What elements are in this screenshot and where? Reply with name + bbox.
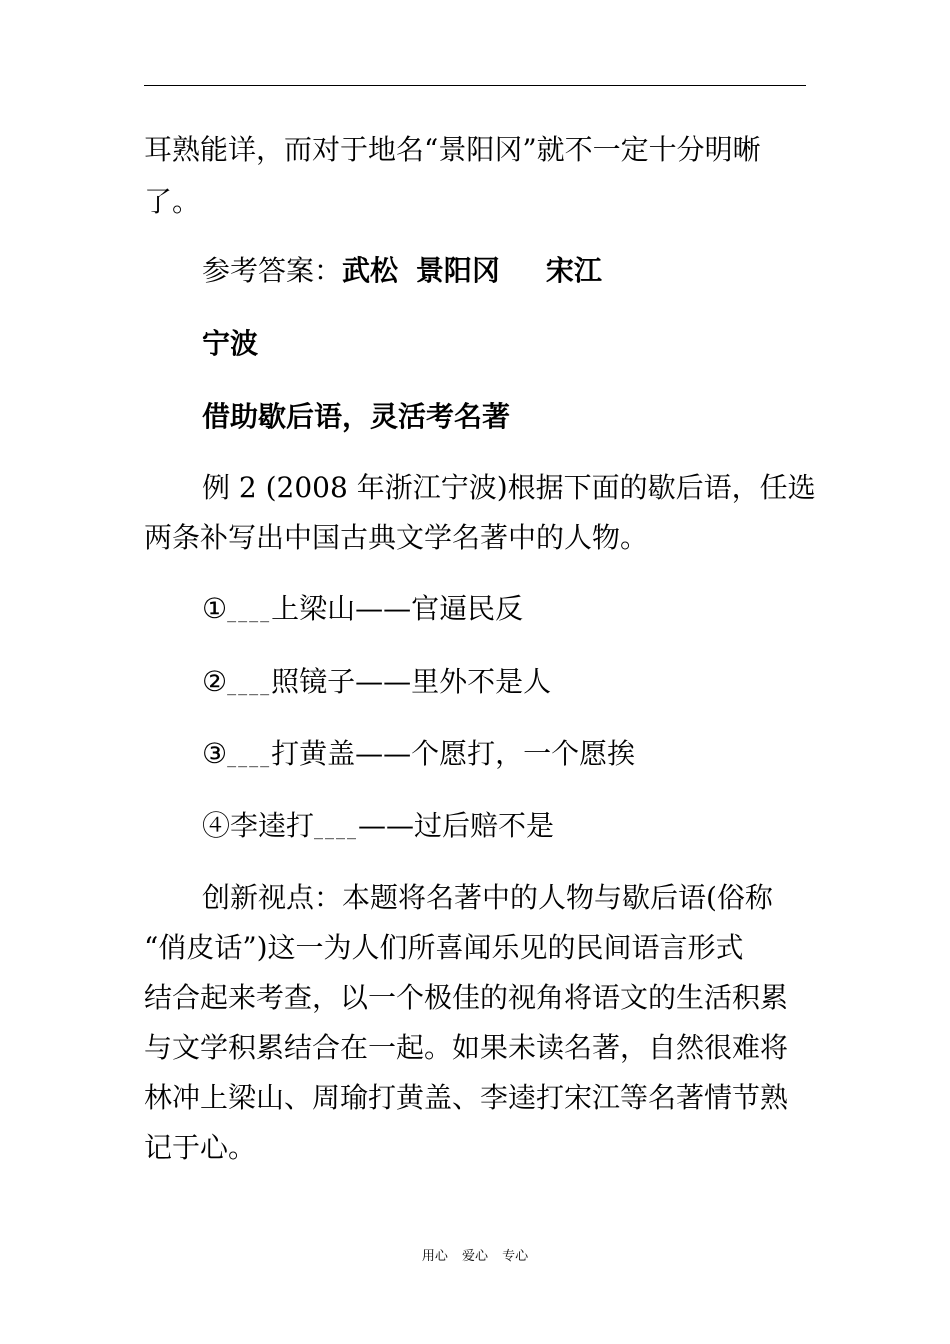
item-text: 上梁山——官逼民反	[271, 592, 524, 625]
item-blank: ____	[227, 675, 272, 696]
item-prefix: 李逵打	[230, 809, 315, 842]
commentary-line-3: 结合起来考查，以一个极佳的视角将语文的生活积累	[144, 981, 789, 1014]
page-footer	[0, 1248, 950, 1266]
item-blank: ____	[227, 747, 272, 768]
commentary-line-5: 林冲上梁山、周瑜打黄盖、李逵打宋江等名著情节熟	[144, 1081, 789, 1114]
footer-word-2: 爱心	[461, 1249, 488, 1264]
example-line-2: 两条补写出中国古典文学名著中的人物。	[144, 521, 649, 554]
header-rule	[144, 85, 806, 86]
item-number: ④	[202, 809, 231, 842]
commentary-line-4: 与文学积累结合在一起。如果未读名著，自然很难将	[144, 1031, 789, 1064]
item-number: ③	[202, 737, 228, 770]
item-number: ①	[202, 592, 228, 625]
list-item-1	[202, 591, 806, 631]
commentary-line-1: 创新视点：本题将名著中的人物与歇后语(俗称	[202, 881, 773, 914]
item-text: ——过后赔不是	[358, 809, 555, 842]
item-text: 照镜子——里外不是人	[271, 665, 552, 698]
answer-label: 参考答案：	[202, 254, 343, 287]
footer-word-1: 用心	[421, 1249, 448, 1264]
example-line-1: 例 2 (2008 年浙江宁波)根据下面的歇后语，任选	[202, 471, 816, 504]
item-text: 打黄盖——个愿打，一个愿挨	[271, 737, 636, 770]
section-heading: 借助歇后语，灵活考名著	[202, 400, 511, 433]
answer-line	[202, 253, 806, 289]
item-blank: ____	[314, 819, 359, 840]
list-item-3	[202, 736, 806, 776]
commentary-line-6: 记于心。	[144, 1131, 257, 1164]
commentary-line-2: “俏皮话”)这一为人们所喜闻乐见的民间语言形式	[144, 931, 744, 964]
list-item-4	[202, 808, 806, 848]
answer-4: 宁波	[202, 327, 259, 360]
answer-2: 景阳冈	[415, 254, 500, 287]
item-blank: ____	[227, 602, 272, 623]
list-item-2	[202, 664, 806, 704]
footer-word-3: 专心	[502, 1249, 529, 1264]
item-number: ②	[202, 665, 228, 698]
para-line-1: 耳熟能详，而对于地名“景阳冈”就不一定十分明晰	[144, 133, 761, 166]
answer-3: 宋江	[545, 254, 602, 287]
answer-1: 武松	[342, 254, 399, 287]
para-line-2: 了。	[144, 185, 201, 218]
